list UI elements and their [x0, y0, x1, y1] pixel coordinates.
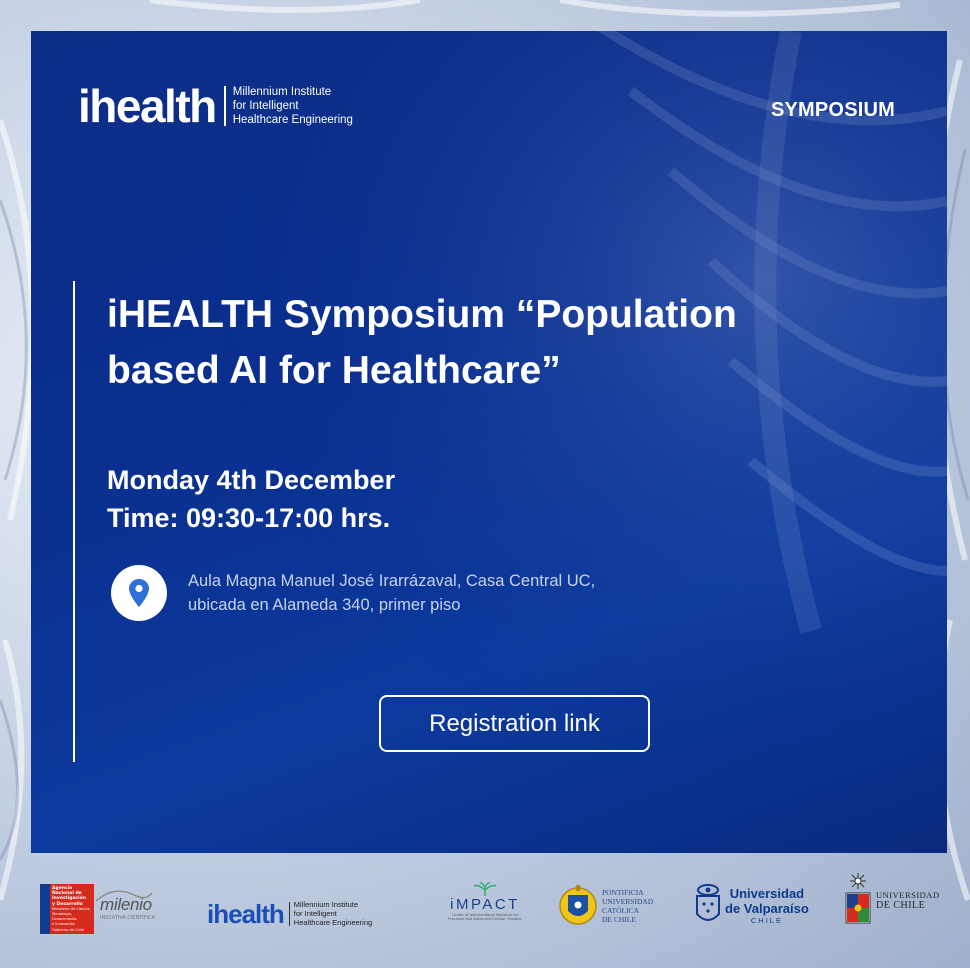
location-line: ubicada en Alameda 340, primer piso — [188, 596, 461, 614]
map-pin-icon — [111, 565, 167, 621]
event-title-line: based AI for Healthcare” — [107, 349, 561, 392]
anid-flag-stripe — [40, 884, 50, 934]
impact-logo — [446, 882, 524, 922]
ihealth-footer-divider — [289, 902, 290, 926]
logo-wordmark: ihealth — [78, 80, 216, 132]
uv-logo — [695, 884, 809, 928]
milenio-logo — [100, 895, 155, 921]
event-panel — [31, 31, 947, 853]
anid-text: Agencia Nacional de Investigación y Desarrollo Ministerio de Ciencia, Tecnología, Conocimiento e Innovación Gobierno de Chile — [50, 884, 94, 934]
impact-word: iMPACT — [450, 896, 520, 913]
uc-logo — [558, 881, 653, 931]
uc-text: PONTIFICIA UNIVERSIDAD CATÓLICA DE CHILE — [602, 888, 654, 924]
logo-subtitle-line: Healthcare Engineering — [232, 114, 353, 126]
uchile-logo — [844, 871, 940, 929]
logo-subtitle-line: Millennium Institute — [232, 86, 332, 98]
accent-line — [73, 281, 75, 762]
logo-divider — [224, 86, 226, 126]
impact-plant-icon — [472, 882, 498, 896]
logo-subtitle-line: for Intelligent — [232, 100, 299, 112]
uv-text: Universidad de Valparaíso CHILE — [725, 886, 809, 925]
event-date: Monday 4th December — [107, 465, 396, 495]
event-date-time — [107, 461, 395, 537]
sponsor-logos — [0, 855, 970, 968]
uchile-crest-icon — [844, 871, 872, 929]
event-time: Time: 09:30-17:00 hrs. — [107, 503, 391, 533]
impact-sub: Center of Interventional Medicine for Precision and Advanced Cellular Therapy — [448, 913, 522, 922]
location-text — [188, 569, 595, 617]
location-line: Aula Magna Manuel José Irarrázaval, Casa Central UC, — [188, 572, 596, 590]
ihealth-footer-sub: Millennium Institute for Intelligent Healthcare Engineering — [293, 900, 373, 927]
registration-link-button[interactable]: Registration link — [379, 695, 650, 752]
milenio-swirl-icon — [94, 889, 154, 903]
event-title — [107, 287, 887, 399]
ihealth-footer-logo — [207, 900, 372, 927]
event-location — [111, 565, 595, 621]
milenio-sub: INICIATIVA CIENTÍFICA — [100, 915, 155, 921]
ihealth-logo — [78, 80, 353, 132]
uc-crest-icon — [558, 881, 598, 931]
symposium-tag: SYMPOSIUM — [770, 99, 895, 121]
logo-subtitle — [233, 85, 353, 127]
milenio-word: milenio — [100, 895, 152, 914]
uchile-text: UNIVERSIDAD DE CHILE — [876, 889, 940, 911]
anid-logo — [40, 884, 94, 934]
ihealth-footer-word: ihealth — [207, 898, 284, 929]
uv-shield-icon — [695, 884, 721, 928]
event-title-line: iHEALTH Symposium “Population — [107, 293, 737, 336]
